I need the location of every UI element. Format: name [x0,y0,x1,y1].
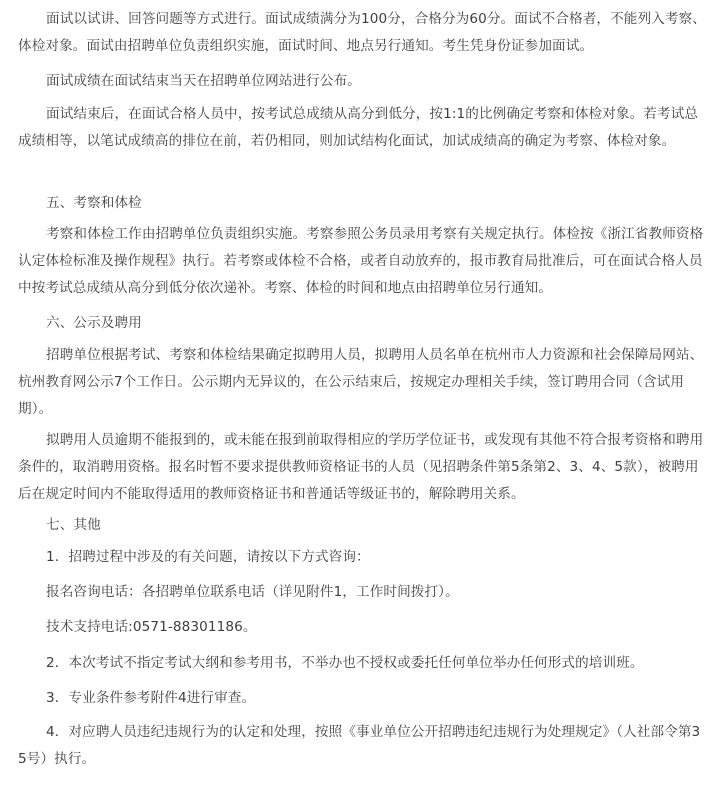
paragraph-inspection: 考察和体检工作由招聘单位负责组织实施。考察参照公务员录用考察有关规定执行。体检按《浙江省教师资格认定体检标准及操作规程》执行。若考察或体检不合格，或者自动放弃的，报市教育局批准后，可在面试合格人员中按考试总成绩从高分到低分依次递补。考察、体检的时间和地点由招聘单位另行通知。 [18,226,704,296]
section-heading-publicity: 六、公示及聘用 [46,315,142,331]
paragraph-tech-phone: 技术支持电话:0571-88301186。 [46,619,257,635]
paragraph-attachment-4: 3．专业条件参考附件4进行审查。 [46,690,256,706]
section-heading-other: 七、其他 [46,517,101,533]
paragraph-disqualification: 拟聘用人员逾期不能报到的，或未能在报到前取得相应的学历学位证书，或发现有其他不符合报考资格和聘用条件的，取消聘用资格。报名时暂不要求提供教师资格证书的人员（见招聘条件第5条第2、3、4、5款），被聘用后在规定时间内不能取得适用的教师资格证书和普通话等级证书的，解除聘用关系。 [18,432,704,502]
paragraph-signup-phone: 报名咨询电话：各招聘单位联系电话（详见附件1，工作时间拨打）。 [46,584,459,600]
paragraph-interview-ranking: 面试结束后，在面试合格人员中，按考试总成绩从高分到低分，按1:1的比例确定考察和体检对象。若考试总成绩相等，以笔试成绩高的排位在前，若仍相同，则加试结构化面试，加试成绩高的确定为考察、体检对象。 [18,106,699,149]
paragraph-interview-results: 面试成绩在面试结束当天在招聘单位网站进行公布。 [46,73,361,89]
paragraph-no-syllabus: 2．本次考试不指定考试大纲和参考用书，不举办也不授权或委托任何单位举办任何形式的培训班。 [46,655,644,671]
paragraph-interview-method: 面试以试讲、回答问题等方式进行。面试成绩满分为100分，合格分为60分。面试不合格者，不能列入考察、体检对象。面试由招聘单位负责组织实施，面试时间、地点另行通知。考生凭身份证参加面试。 [18,11,706,54]
paragraph-consultation: 1．招聘过程中涉及的有关问题，请按以下方式咨询： [46,549,370,565]
section-heading-inspection: 五、考察和体检 [46,195,142,211]
paragraph-publicity: 招聘单位根据考试、考察和体检结果确定拟聘用人员，拟聘用人员名单在杭州市人力资源和社会保障局网站、杭州教育网公示7个工作日。公示期内无异议的，在公示结束后，按规定办理相关手续，签订聘用合同（含试用期）。 [18,347,704,417]
paragraph-violations: 4．对应聘人员违纪违规行为的认定和处理，按照《事业单位公开招聘违纪违规行为处理规定》（人社部令第35号）执行。 [18,724,701,767]
